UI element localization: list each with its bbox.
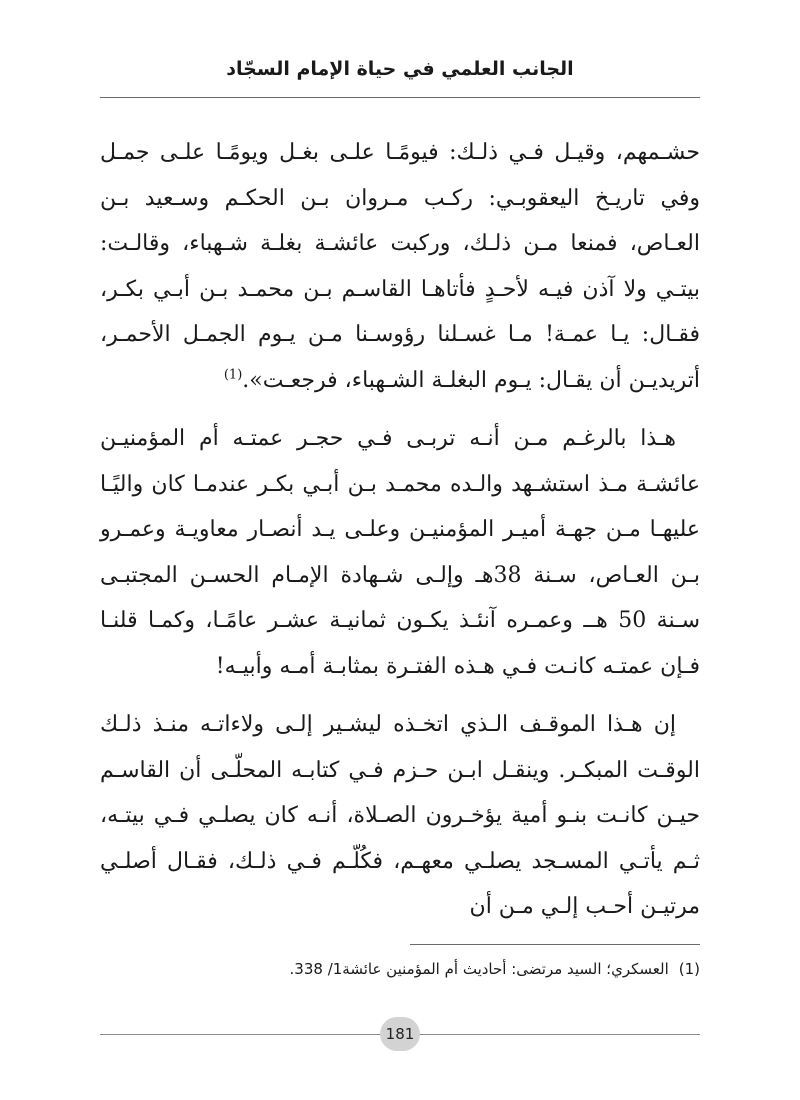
paragraph-3 xyxy=(100,702,700,930)
paragraph-text: حشـمهم، وقيـل فـي ذلـك: فيومًـا علـى بغـل ويومًـا علـى جمـل وفي تاريـخ اليعقوبـي: ركـب مـروان بـن الحكـم وسـعيد بـن العـاص، فمنعا مـن ذلـك، وركبت عائشـة بغلـة شـهباء، وقالـت: بيتـي ولا آذن فيـه لأحـدٍ فأتاهـا القاسـم بـن محمـد بـن أبـي بكـر، فقـال: يـا عمـة! مـا غسـلنا رؤوسـنا مـن يـوم الجمـل الأحمـر، أتريديـن أن يقـال: يـوم البغلـة الشـهباء، فرجعـت». xyxy=(100,140,700,393)
header-divider xyxy=(100,97,700,98)
paragraph-1 xyxy=(100,130,700,403)
footnote-reference[interactable]: (1) xyxy=(223,367,243,383)
body-text xyxy=(100,130,700,943)
footnote-number: (1) xyxy=(678,960,700,978)
page-footer xyxy=(100,1014,700,1054)
page-number: 181 xyxy=(380,1017,420,1051)
paragraph-text: هـذا بالرغـم مـن أنـه تربـى فـي حجـر عمتـه أم المؤمنيـن عائشـة مـذ استشـهد والـده محمـد بـن أبـي بكـر عندمـا كان واليًـا عليهـا مـن جهـة أميـر المؤمنيـن وعلـى يـد أنصـار معاويـة وعمـرو بـن العـاص، سـنة 38هـ وإلـى شـهادة الإمـام الحسـن المجتبـى سـنة 50 هــ وعمـره آنئـذ يكـون ثمانيـة عشـر عامًـا، وكمـا قلنـا فـإن عمتـه كانـت فـي هـذه الفتـرة بمثابـة أمـه وأبيـه! xyxy=(100,426,701,679)
running-header: الجانب العلمي في حياة الإمام السجّاد xyxy=(226,58,574,80)
paragraph-2 xyxy=(100,416,700,689)
footnote xyxy=(100,958,700,980)
footnote-text: العسكري؛ السيد مرتضى: أحاديث أم المؤمنين عائشة1/ 338. xyxy=(289,960,669,978)
paragraph-text: إن هـذا الموقـف الـذي اتخـذه ليشـير إلـى ولاءاتـه منـذ ذلـك الوقـت المبكـر. وينقـل ابـن حـزم فـي كتابـه المحلّـى أن القاسـم حيـن كانـت بنـو أمية يؤخـرون الصـلاة، أنـه كان يصلـي فـي بيتـه، ثـم يأتـي المسـجد يصلـي معهـم، فكُلّـم فـي ذلـك، فقـال أصلـي مرتيـن أحـب إلـي مـن أن xyxy=(100,712,700,919)
footnote-divider xyxy=(410,944,700,945)
